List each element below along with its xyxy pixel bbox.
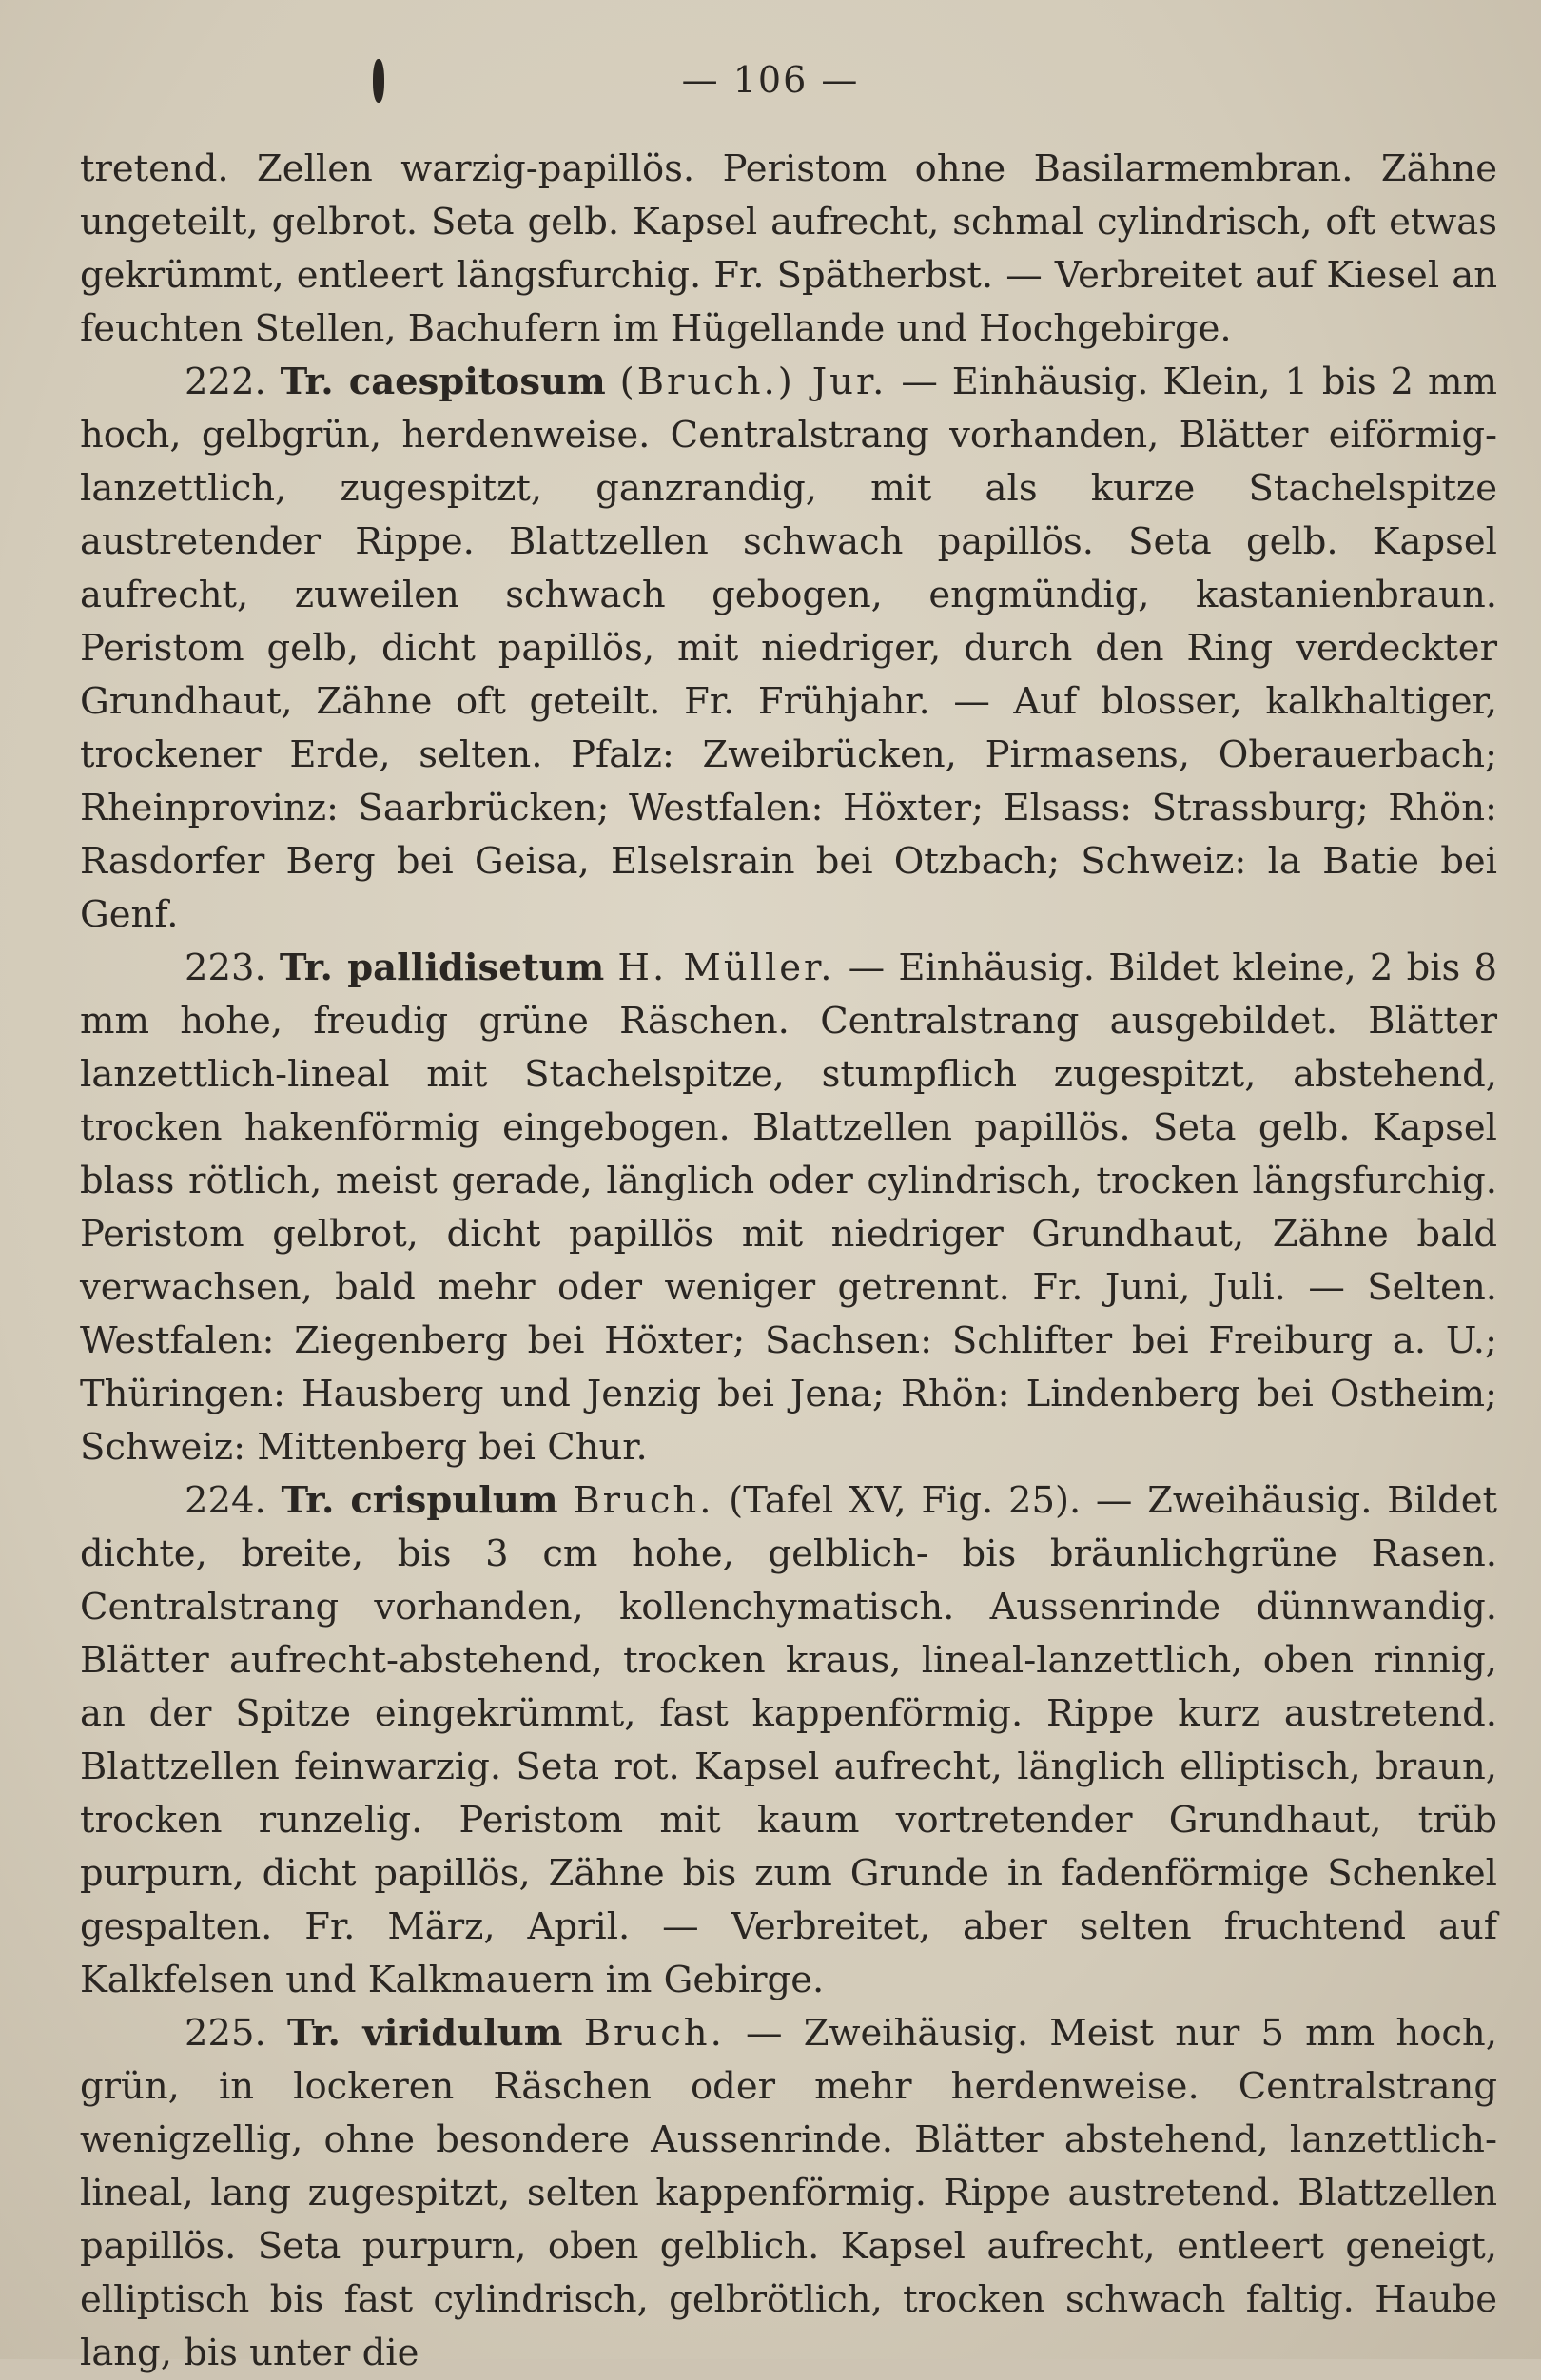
species-entry-224 [80, 1474, 1497, 2007]
species-name: Tr. pallidisetum [279, 946, 605, 989]
entry-number: 224. [185, 1479, 266, 1522]
paragraph-text: tretend. Zellen warzig-papillös. Peristom ohne Basilarmembran. Zähne ungeteilt, gelbrot. Seta gelb. Kapsel aufrecht, schmal cylindrisch, oft etwas gekrümmt, entleert längsfurchig. Fr. Spätherbst. — Verbreitet auf Kiesel an feuchten Stellen, Bachufern im Hügellande und Hochgebirge. [80, 147, 1497, 350]
page-number: — 106 — [681, 59, 860, 101]
entry-number: 223. [185, 946, 266, 989]
species-author: Bruch. [583, 2012, 725, 2055]
species-name: Tr. caespitosum [280, 361, 606, 403]
page-body [80, 143, 1497, 2380]
entry-description: — Einhäusig. Bildet kleine, 2 bis 8 mm hohe, freudig grüne Räschen. Centralstrang ausgebildet. Blätter lanzettlich-lineal mit Stachelspitze, stumpflich zugespitzt, abstehend, trocken hakenförmig eingebogen. Blattzellen papillös. Seta gelb. Kapsel blass rötlich, meist gerade, länglich oder cylindrisch, trocken längsfurchig. Peristom gelbrot, dicht papillös mit niedriger Grundhaut, Zähne bald verwachsen, bald mehr oder weniger getrennt. Fr. Juni, Juli. — Selten. Westfalen: Ziegenberg bei Höxter; Sachsen: Schlifter bei Freiburg a. U.; Thüringen: Hausberg und Jenzig bei Jena; Rhön: Lindenberg bei Ostheim; Schweiz: Mittenberg bei Chur. [80, 946, 1497, 1469]
entry-description: (Tafel XV, Fig. 25). — Zweihäusig. Bildet dichte, breite, bis 3 cm hohe, gelblich- bis bräunlichgrüne Rasen. Centralstrang vorhanden, kollenchymatisch. Aussenrinde dünnwandig. Blätter aufrecht-abstehend, trocken kraus, lineal-lanzettlich, oben rinnig, an der Spitze eingekrümmt, fast kappenförmig. Rippe kurz austretend. Blattzellen feinwarzig. Seta rot. Kapsel aufrecht, länglich elliptisch, braun, trocken runzelig. Peristom mit kaum vortretender Grundhaut, trüb purpurn, dicht papillös, Zähne bis zum Grunde in fadenförmige Schenkel gespalten. Fr. März, April. — Verbreitet, aber selten fruchtend auf Kalkfelsen und Kalkmauern im Gebirge. [80, 1479, 1497, 2001]
entry-number: 225. [185, 2012, 266, 2055]
species-name: Tr. crispulum [281, 1479, 558, 1522]
species-entry-222 [80, 356, 1497, 942]
species-entry-223 [80, 942, 1497, 1474]
entry-description: — Zweihäusig. Meist nur 5 mm hoch, grün, in lockeren Räschen oder mehr herdenweise. Centralstrang wenigzellig, ohne besondere Aussenrinde. Blätter abstehend, lanzettlich-lineal, lang zugespitzt, selten kappenförmig. Rippe austretend. Blattzellen papillös. Seta purpurn, oben gelblich. Kapsel aufrecht, entleert geneigt, elliptisch bis fast cylindrisch, gelbrötlich, trocken schwach faltig. Haube lang, bis unter die [80, 2012, 1497, 2374]
species-author: (Bruch.) Jur. [619, 361, 888, 403]
species-name: Tr. viridulum [286, 2012, 563, 2055]
species-entry-225 [80, 2007, 1497, 2380]
species-author: Bruch. [573, 1479, 714, 1522]
species-author: H. Müller. [617, 946, 835, 989]
entry-number: 222. [185, 361, 266, 403]
continuation-paragraph [80, 143, 1497, 356]
entry-description: — Einhäusig. Klein, 1 bis 2 mm hoch, gelbgrün, herdenweise. Centralstrang vorhanden, Blätter eiförmig-lanzettlich, zugespitzt, ganzrandig, mit als kurze Stachelspitze austretender Rippe. Blattzellen schwach papillös. Seta gelb. Kapsel aufrecht, zuweilen schwach gebogen, engmündig, kastanienbraun. Peristom gelb, dicht papillös, mit niedriger, durch den Ring verdeckter Grundhaut, Zähne oft geteilt. Fr. Frühjahr. — Auf blosser, kalkhaltiger, trockener Erde, selten. Pfalz: Zweibrücken, Pirmasens, Oberauerbach; Rheinprovinz: Saarbrücken; Westfalen: Höxter; Elsass: Strassburg; Rhön: Rasdorfer Berg bei Geisa, Elselsrain bei Otzbach; Schweiz: la Batie bei Genf. [80, 361, 1497, 936]
